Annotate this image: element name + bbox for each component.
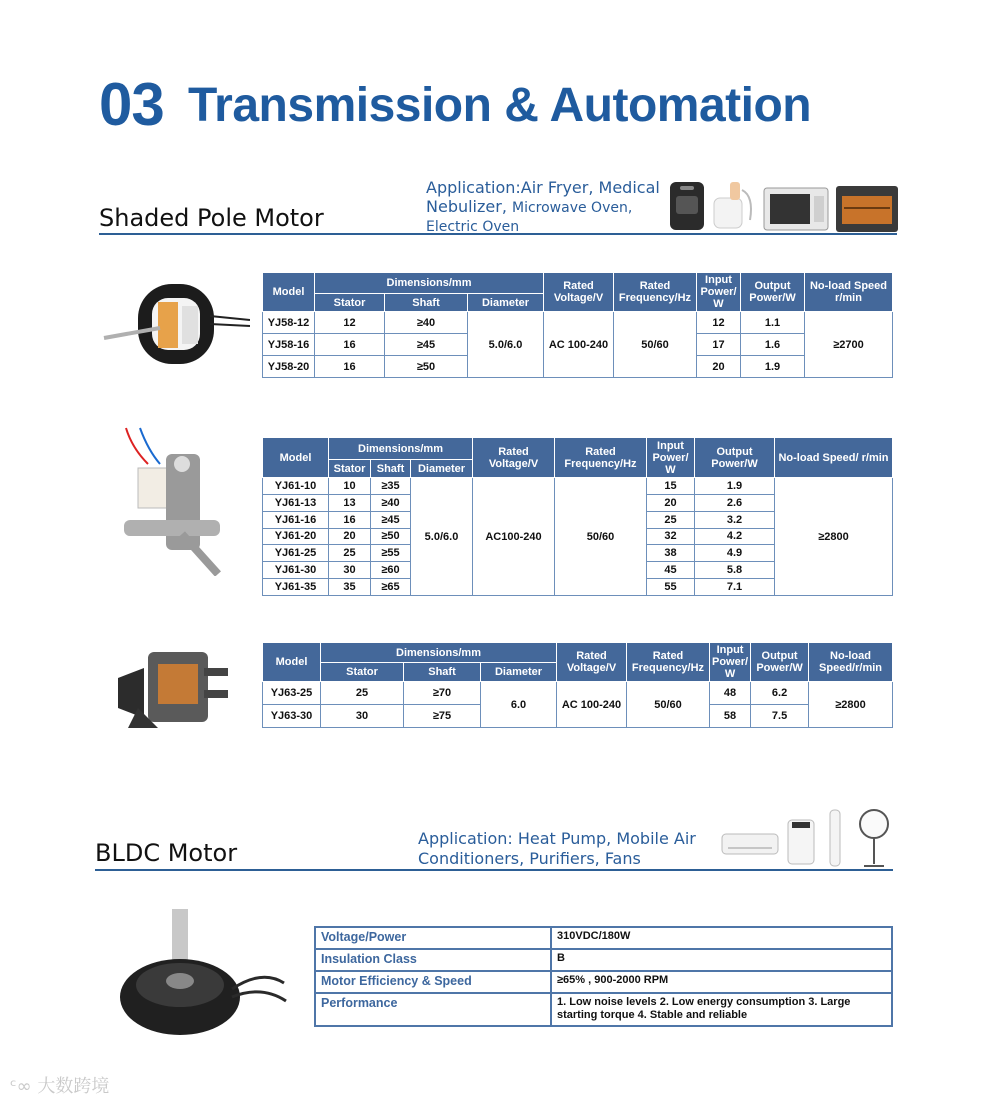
table-cell: YJ61-16 bbox=[263, 511, 329, 528]
page-title: Transmission & Automation bbox=[188, 79, 812, 132]
table-cell: AC 100-240 bbox=[557, 682, 627, 728]
col-diameter: Diameter bbox=[411, 460, 473, 478]
table-cell: ≥2800 bbox=[809, 682, 893, 728]
nebulizer-icon bbox=[714, 182, 751, 228]
col-input-power: Input Power/ W bbox=[710, 643, 751, 682]
col-speed: No-load Speed/r/min bbox=[809, 643, 893, 682]
col-frequency: Rated Frequency/Hz bbox=[627, 643, 710, 682]
table-cell: 6.0 bbox=[481, 682, 557, 728]
table-cell: 16 bbox=[315, 334, 385, 356]
col-diameter: Diameter bbox=[468, 294, 544, 312]
bldc-appliance-icons bbox=[720, 806, 896, 870]
table-cell: ≥65% , 900-2000 RPM bbox=[551, 971, 892, 993]
col-speed: No-load Speed/ r/min bbox=[775, 438, 893, 478]
col-stator: Stator bbox=[321, 663, 404, 682]
col-stator: Stator bbox=[315, 294, 385, 312]
tower-fan-icon bbox=[830, 810, 840, 866]
table-cell: 4.2 bbox=[695, 528, 775, 545]
col-dimensions: Dimensions/mm bbox=[329, 438, 473, 460]
table-cell: ≥2700 bbox=[805, 312, 893, 378]
table-cell: Motor Efficiency & Speed bbox=[315, 971, 551, 993]
col-model: Model bbox=[263, 273, 315, 312]
table-cell: 6.2 bbox=[751, 682, 809, 705]
table-cell: 16 bbox=[329, 511, 371, 528]
table-row bbox=[263, 478, 893, 495]
table-cell: 55 bbox=[647, 579, 695, 596]
shaded-application-text: Application:Air Fryer, Medical Nebulizer, Microwave Oven, Electric Oven bbox=[426, 178, 660, 235]
col-frequency: Rated Frequency/Hz bbox=[614, 273, 697, 312]
yj61-motor-image bbox=[118, 424, 236, 576]
table-cell: YJ61-10 bbox=[263, 478, 329, 495]
table-cell: ≥55 bbox=[371, 545, 411, 562]
electric-oven-icon bbox=[836, 186, 898, 232]
table-cell: YJ61-35 bbox=[263, 579, 329, 596]
col-input-power: Input Power/ W bbox=[697, 273, 741, 312]
microwave-oven-icon bbox=[764, 188, 828, 230]
section-number: 03 bbox=[99, 71, 164, 138]
table-cell: 16 bbox=[315, 356, 385, 378]
table-cell: 15 bbox=[647, 478, 695, 495]
table-cell: YJ63-25 bbox=[263, 682, 321, 705]
table-cell: ≥45 bbox=[371, 511, 411, 528]
table-cell: YJ61-25 bbox=[263, 545, 329, 562]
table-cell: AC100-240 bbox=[473, 478, 555, 596]
table-cell: 35 bbox=[329, 579, 371, 596]
table-cell: ≥50 bbox=[371, 528, 411, 545]
table-cell: 32 bbox=[647, 528, 695, 545]
yj61-spec-table bbox=[262, 437, 893, 596]
table-cell: B bbox=[551, 949, 892, 971]
shaded-pole-title: Shaded Pole Motor bbox=[99, 204, 324, 232]
col-speed: No-load Speed r/min bbox=[805, 273, 893, 312]
col-model: Model bbox=[263, 438, 329, 478]
table-cell: 20 bbox=[697, 356, 741, 378]
air-conditioner-icon bbox=[722, 834, 778, 854]
table-row bbox=[315, 993, 892, 1026]
table-cell: 50/60 bbox=[627, 682, 710, 728]
col-output-power: Output Power/W bbox=[741, 273, 805, 312]
table-cell: 4.9 bbox=[695, 545, 775, 562]
table-cell: 20 bbox=[647, 494, 695, 511]
col-shaft: Shaft bbox=[371, 460, 411, 478]
table-cell: 58 bbox=[710, 705, 751, 728]
col-input-power: Input Power/ W bbox=[647, 438, 695, 478]
table-cell: ≥60 bbox=[371, 562, 411, 579]
table-cell: Insulation Class bbox=[315, 949, 551, 971]
table-cell: 7.5 bbox=[751, 705, 809, 728]
col-model: Model bbox=[263, 643, 321, 682]
yj58-spec-table bbox=[262, 272, 893, 378]
col-frequency: Rated Frequency/Hz bbox=[555, 438, 647, 478]
table-cell: 12 bbox=[315, 312, 385, 334]
col-output-power: Output Power/W bbox=[751, 643, 809, 682]
table-cell: Performance bbox=[315, 993, 551, 1026]
table-cell: 25 bbox=[321, 682, 404, 705]
table-cell: YJ58-16 bbox=[263, 334, 315, 356]
watermark: ᶜ∞ 大数跨境 bbox=[10, 1076, 110, 1097]
col-voltage: Rated Voltage/V bbox=[544, 273, 614, 312]
col-voltage: Rated Voltage/V bbox=[473, 438, 555, 478]
table-cell: 30 bbox=[329, 562, 371, 579]
table-cell: ≥45 bbox=[385, 334, 468, 356]
table-cell: 5.0/6.0 bbox=[411, 478, 473, 596]
yj58-motor-image bbox=[100, 262, 250, 377]
table-cell: 1.9 bbox=[695, 478, 775, 495]
table-cell: 1.1 bbox=[741, 312, 805, 334]
bldc-application-text: Application: Heat Pump, Mobile Air Conditioners, Purifiers, Fans bbox=[418, 829, 696, 868]
table-cell: 5.0/6.0 bbox=[468, 312, 544, 378]
col-output-power: Output Power/W bbox=[695, 438, 775, 478]
table-cell: ≥75 bbox=[404, 705, 481, 728]
col-dimensions: Dimensions/mm bbox=[315, 273, 544, 294]
table-cell: YJ61-20 bbox=[263, 528, 329, 545]
table-cell: 50/60 bbox=[614, 312, 697, 378]
table-cell: YJ63-30 bbox=[263, 705, 321, 728]
air-purifier-icon bbox=[788, 820, 814, 864]
table-cell: ≥2800 bbox=[775, 478, 893, 596]
table-cell: YJ61-30 bbox=[263, 562, 329, 579]
bldc-spec-table bbox=[314, 926, 893, 1027]
table-cell: 45 bbox=[647, 562, 695, 579]
table-cell: 7.1 bbox=[695, 579, 775, 596]
table-cell: 1.6 bbox=[741, 334, 805, 356]
table-cell: 17 bbox=[697, 334, 741, 356]
table-cell: 50/60 bbox=[555, 478, 647, 596]
table-cell: 48 bbox=[710, 682, 751, 705]
yj63-motor-image bbox=[108, 638, 238, 748]
stand-fan-icon bbox=[860, 810, 888, 866]
table-cell: 1. Low noise levels 2. Low energy consumption 3. Large starting torque 4. Stable and reliable bbox=[551, 993, 892, 1026]
table-row bbox=[315, 927, 892, 949]
table-cell: Voltage/Power bbox=[315, 927, 551, 949]
bldc-motor-image bbox=[112, 905, 288, 1040]
col-shaft: Shaft bbox=[404, 663, 481, 682]
table-cell: 310VDC/180W bbox=[551, 927, 892, 949]
table-cell: ≥70 bbox=[404, 682, 481, 705]
table-cell: YJ61-13 bbox=[263, 494, 329, 511]
table-cell: 38 bbox=[647, 545, 695, 562]
table-cell: ≥35 bbox=[371, 478, 411, 495]
table-row bbox=[263, 682, 893, 705]
table-cell: 25 bbox=[329, 545, 371, 562]
col-diameter: Diameter bbox=[481, 663, 557, 682]
table-cell: 20 bbox=[329, 528, 371, 545]
table-cell: 3.2 bbox=[695, 511, 775, 528]
table-cell: ≥40 bbox=[371, 494, 411, 511]
col-shaft: Shaft bbox=[385, 294, 468, 312]
col-voltage: Rated Voltage/V bbox=[557, 643, 627, 682]
table-cell: ≥50 bbox=[385, 356, 468, 378]
table-row bbox=[263, 312, 893, 334]
table-cell: 12 bbox=[697, 312, 741, 334]
table-row bbox=[315, 971, 892, 993]
table-cell: ≥65 bbox=[371, 579, 411, 596]
table-row bbox=[315, 949, 892, 971]
table-cell: 25 bbox=[647, 511, 695, 528]
col-stator: Stator bbox=[329, 460, 371, 478]
bldc-title: BLDC Motor bbox=[95, 839, 238, 867]
appliance-icons bbox=[664, 176, 900, 234]
table-cell: 30 bbox=[321, 705, 404, 728]
table-cell: 5.8 bbox=[695, 562, 775, 579]
table-cell: AC 100-240 bbox=[544, 312, 614, 378]
col-dimensions: Dimensions/mm bbox=[321, 643, 557, 663]
watermark-logo-icon: ᶜ∞ bbox=[10, 1076, 38, 1097]
air-fryer-icon bbox=[670, 182, 704, 230]
table-cell: 13 bbox=[329, 494, 371, 511]
table-cell: YJ58-12 bbox=[263, 312, 315, 334]
table-cell: YJ58-20 bbox=[263, 356, 315, 378]
yj63-spec-table bbox=[262, 642, 893, 728]
table-cell: 10 bbox=[329, 478, 371, 495]
table-cell: 1.9 bbox=[741, 356, 805, 378]
table-cell: 2.6 bbox=[695, 494, 775, 511]
table-cell: ≥40 bbox=[385, 312, 468, 334]
